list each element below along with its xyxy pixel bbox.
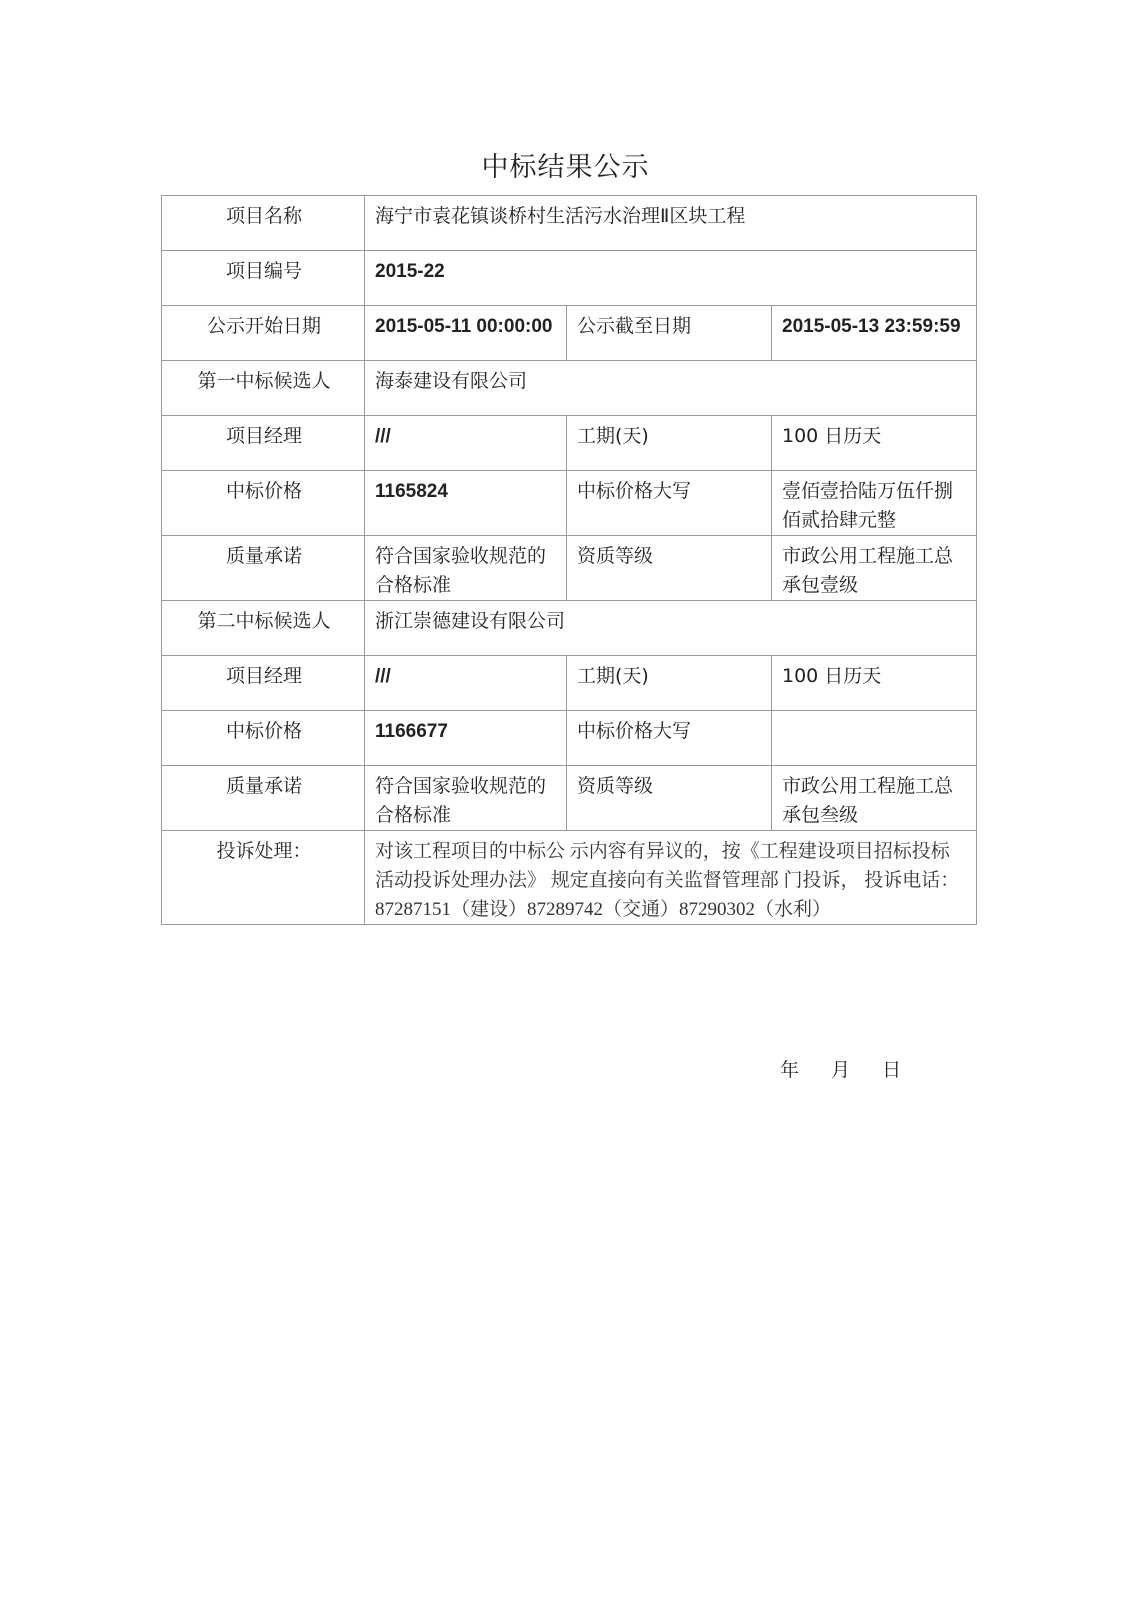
candidate2-label: 第二中标候选人	[162, 601, 365, 656]
project-name-label: 项目名称	[162, 196, 365, 251]
start-date-value: 2015-05-11 00:00:00	[365, 306, 567, 361]
candidate1-qual-value: 市政公用工程施工总承包壹级	[772, 536, 977, 601]
candidate1-quality-value: 符合国家验收规范的合格标准	[365, 536, 567, 601]
candidate2-manager-value: ///	[365, 656, 567, 711]
date-year: 年	[780, 1059, 802, 1081]
candidate1-period-label: 工期(天)	[567, 416, 772, 471]
candidate2-price-label: 中标价格	[162, 711, 365, 766]
candidate2-quality-label: 质量承诺	[162, 766, 365, 831]
candidate2-qual-label: 资质等级	[567, 766, 772, 831]
signature-date	[780, 1055, 925, 1082]
candidate2-period-value: 100 日历天	[772, 656, 977, 711]
candidate1-price-cn-label: 中标价格大写	[567, 471, 772, 536]
table-row	[162, 471, 977, 536]
complaint-label: 投诉处理：	[162, 831, 365, 925]
candidate1-name: 海泰建设有限公司	[365, 361, 977, 416]
candidate1-manager-value: ///	[365, 416, 567, 471]
candidate1-quality-label: 质量承诺	[162, 536, 365, 601]
candidate2-qual-value: 市政公用工程施工总承包叁级	[772, 766, 977, 831]
bid-result-table	[161, 195, 977, 925]
complaint-text: 对该工程项目的中标公 示内容有异议的，按《工程建设项目招标投标活动投诉处理办法》 规定直接向有关监督管理部 门投诉， 投诉电话：87287151（建设）87289742（交通）87290302（水利）	[365, 831, 977, 925]
candidate1-qual-label: 资质等级	[567, 536, 772, 601]
candidate1-price-value: 1165824	[365, 471, 567, 536]
candidate2-quality-value: 符合国家验收规范的合格标准	[365, 766, 567, 831]
table-row	[162, 766, 977, 831]
candidate1-label: 第一中标候选人	[162, 361, 365, 416]
start-date-label: 公示开始日期	[162, 306, 365, 361]
date-day: 日	[882, 1059, 904, 1081]
end-date-value: 2015-05-13 23:59:59	[772, 306, 977, 361]
page-title: 中标结果公示	[481, 152, 650, 183]
project-code-label: 项目编号	[162, 251, 365, 306]
candidate2-price-cn-label: 中标价格大写	[567, 711, 772, 766]
candidate2-name: 浙江崇德建设有限公司	[365, 601, 977, 656]
candidate2-period-label: 工期(天)	[567, 656, 772, 711]
table-row	[162, 601, 977, 656]
table-row	[162, 711, 977, 766]
table-row	[162, 196, 977, 251]
candidate1-price-cn-value: 壹佰壹拾陆万伍仟捌佰贰拾肆元整	[772, 471, 977, 536]
candidate2-price-cn-value	[772, 711, 977, 766]
candidate1-period-value: 100 日历天	[772, 416, 977, 471]
table-row	[162, 361, 977, 416]
table-row	[162, 656, 977, 711]
candidate2-manager-label: 项目经理	[162, 656, 365, 711]
project-name-value: 海宁市袁花镇谈桥村生活污水治理Ⅱ区块工程	[365, 196, 977, 251]
project-code-value: 2015-22	[365, 251, 977, 306]
table-row	[162, 306, 977, 361]
table-row	[162, 251, 977, 306]
table-row	[162, 416, 977, 471]
end-date-label: 公示截至日期	[567, 306, 772, 361]
table-row	[162, 536, 977, 601]
date-month: 月	[831, 1059, 853, 1081]
candidate1-manager-label: 项目经理	[162, 416, 365, 471]
candidate2-price-value: 1166677	[365, 711, 567, 766]
table-row	[162, 831, 977, 925]
candidate1-price-label: 中标价格	[162, 471, 365, 536]
